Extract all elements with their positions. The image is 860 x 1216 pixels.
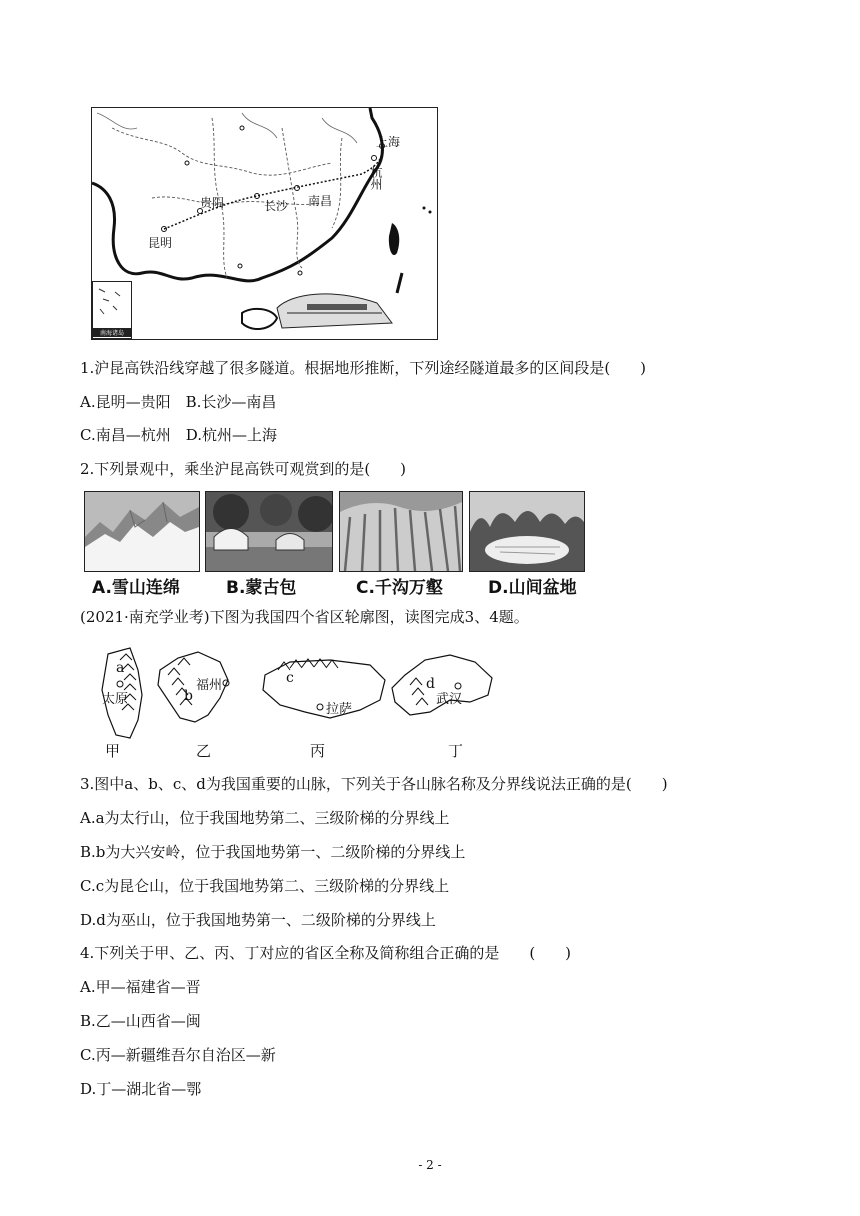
- province-label-bing: 丙: [310, 742, 326, 760]
- city-label-shanghai: 上海: [376, 135, 401, 149]
- photo-caption-a: A.雪山连绵: [92, 578, 180, 598]
- city-label-nanchang: 南昌: [308, 194, 333, 208]
- question-1-options-ab: A.昆明—贵阳 B.长沙—南昌: [80, 393, 277, 411]
- question-4-option-a: A.甲—福建省—晋: [80, 978, 201, 996]
- city-label-kunming: 昆明: [148, 236, 173, 250]
- city-label-changsha: 长沙: [264, 199, 289, 213]
- snow-mountain-photo: [84, 491, 200, 572]
- question-3-option-a: A.a为太行山，位于我国地势第二、三级阶梯的分界线上: [80, 809, 450, 827]
- yurt-photo: [205, 491, 333, 572]
- city-label-hangzhou: 杭州: [369, 166, 383, 190]
- inset-map: [92, 281, 132, 339]
- inset-label: 南海诸岛: [93, 328, 131, 337]
- province-label-yi: 乙: [196, 742, 212, 760]
- page-number: - 2 -: [418, 1158, 442, 1172]
- intro-text: (2021·南充学业考)下图为我国四个省区轮廓图，读图完成3、4题。: [80, 608, 529, 626]
- photo-caption-d: D.山间盆地: [488, 578, 577, 598]
- rail-map: [91, 107, 438, 340]
- question-3-option-d: D.d为巫山，位于我国地势第一、二级阶梯的分界线上: [80, 911, 436, 929]
- city-label-lasa: 拉萨: [326, 702, 353, 717]
- city-label-taiyuan: 太原: [102, 692, 129, 707]
- question-4-option-d: D.丁—湖北省—鄂: [80, 1080, 202, 1098]
- question-4-option-b: B.乙—山西省—闽: [80, 1012, 201, 1030]
- mountain-label-c: c: [286, 670, 294, 686]
- province-label-ding: 丁: [448, 742, 464, 760]
- question-3: 3.图中a、b、c、d为我国重要的山脉，下列关于各山脉名称及分界线说法正确的是( ): [80, 775, 668, 793]
- city-label-wuhan: 武汉: [436, 692, 463, 707]
- loess-gully-photo: [339, 491, 463, 572]
- question-3-option-b: B.b为大兴安岭，位于我国地势第一、二级阶梯的分界线上: [80, 843, 466, 861]
- mountain-label-a: a: [116, 660, 125, 676]
- question-2: 2.下列景观中，乘坐沪昆高铁可观赏到的是( ): [80, 460, 407, 478]
- city-label-fuzhou: 福州: [196, 678, 223, 693]
- question-4: 4.下列关于甲、乙、丙、丁对应的省区全称及简称组合正确的是 ( ): [80, 944, 572, 962]
- mountain-label-b: b: [184, 688, 193, 704]
- province-label-jia: 甲: [105, 742, 121, 760]
- mountain-label-d: d: [426, 676, 435, 692]
- question-1: 1.沪昆高铁沿线穿越了很多隧道。根据地形推断，下列途经隧道最多的区间段是( ): [80, 359, 647, 377]
- question-4-option-c: C.丙—新疆维吾尔自治区—新: [80, 1046, 276, 1064]
- city-label-guiyang: 贵阳: [200, 196, 225, 210]
- province-maps: [80, 640, 520, 765]
- karst-basin-photo: [469, 491, 585, 572]
- question-3-option-c: C.c为昆仑山，位于我国地势第二、三级阶梯的分界线上: [80, 877, 450, 895]
- question-1-options-cd: C.南昌—杭州 D.杭州—上海: [80, 426, 277, 444]
- photo-caption-b: B.蒙古包: [226, 578, 297, 598]
- photo-caption-c: C.千沟万壑: [356, 578, 443, 598]
